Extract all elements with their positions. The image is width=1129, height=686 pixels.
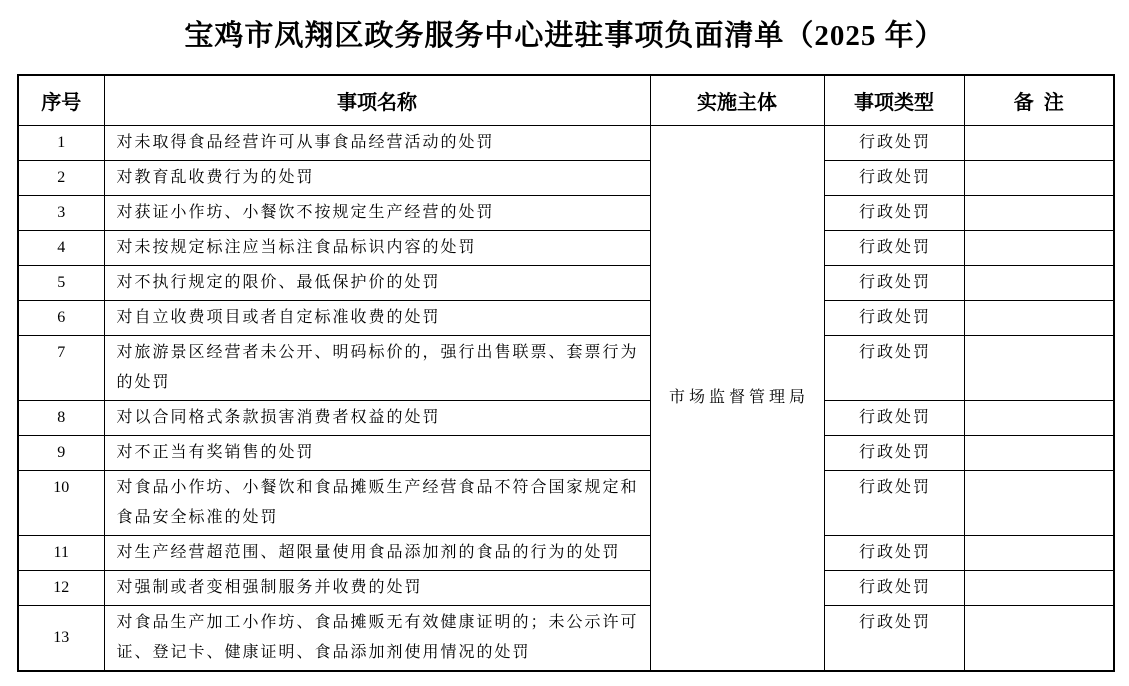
item-type-cell: 行政处罚 (824, 160, 964, 195)
item-name-cell: 对食品生产加工小作坊、食品摊贩无有效健康证明的；未公示许可证、登记卡、健康证明、食品添加剂使用情况的处罚 (104, 605, 650, 671)
serial-number-cell: 13 (18, 605, 104, 671)
remark-cell (964, 195, 1114, 230)
table-row (18, 230, 1114, 265)
remark-cell (964, 570, 1114, 605)
item-type-cell: 行政处罚 (824, 535, 964, 570)
remark-cell (964, 470, 1114, 535)
item-type-cell: 行政处罚 (824, 335, 964, 400)
item-name-cell: 对强制或者变相强制服务并收费的处罚 (104, 570, 650, 605)
serial-number-cell: 8 (18, 400, 104, 435)
item-type-cell: 行政处罚 (824, 195, 964, 230)
item-type-cell: 行政处罚 (824, 570, 964, 605)
table-row (18, 195, 1114, 230)
item-type-cell: 行政处罚 (824, 125, 964, 160)
remark-cell (964, 335, 1114, 400)
remark-cell (964, 160, 1114, 195)
table-row (18, 435, 1114, 470)
remark-cell (964, 265, 1114, 300)
header-implementing-body: 实施主体 (650, 75, 824, 125)
serial-number-cell: 12 (18, 570, 104, 605)
item-type-cell: 行政处罚 (824, 470, 964, 535)
item-name-cell: 对自立收费项目或者自定标准收费的处罚 (104, 300, 650, 335)
table-row (18, 125, 1114, 160)
serial-number-cell: 7 (18, 335, 104, 400)
table-row (18, 605, 1114, 671)
remark-cell (964, 230, 1114, 265)
item-name-cell: 对未取得食品经营许可从事食品经营活动的处罚 (104, 125, 650, 160)
item-type-cell: 行政处罚 (824, 435, 964, 470)
table-row (18, 470, 1114, 535)
serial-number-cell: 1 (18, 125, 104, 160)
item-type-cell: 行政处罚 (824, 300, 964, 335)
table-row (18, 300, 1114, 335)
serial-number-cell: 5 (18, 265, 104, 300)
serial-number-cell: 6 (18, 300, 104, 335)
remark-cell (964, 605, 1114, 671)
remark-cell (964, 300, 1114, 335)
header-item-name: 事项名称 (104, 75, 650, 125)
table-row (18, 335, 1114, 400)
item-name-cell: 对食品小作坊、小餐饮和食品摊贩生产经营食品不符合国家规定和食品安全标准的处罚 (104, 470, 650, 535)
serial-number-cell: 10 (18, 470, 104, 535)
table-row (18, 400, 1114, 435)
item-type-cell: 行政处罚 (824, 605, 964, 671)
item-name-cell: 对生产经营超范围、超限量使用食品添加剂的食品的行为的处罚 (104, 535, 650, 570)
item-type-cell: 行政处罚 (824, 230, 964, 265)
serial-number-cell: 4 (18, 230, 104, 265)
item-type-cell: 行政处罚 (824, 265, 964, 300)
remark-cell (964, 435, 1114, 470)
item-name-cell: 对未按规定标注应当标注食品标识内容的处罚 (104, 230, 650, 265)
remark-cell (964, 125, 1114, 160)
header-serial-number: 序号 (18, 75, 104, 125)
item-name-cell: 对不正当有奖销售的处罚 (104, 435, 650, 470)
item-name-cell: 对不执行规定的限价、最低保护价的处罚 (104, 265, 650, 300)
implementing-body-cell: 市场监督管理局 (650, 125, 824, 671)
header-item-type: 事项类型 (824, 75, 964, 125)
serial-number-cell: 3 (18, 195, 104, 230)
serial-number-cell: 9 (18, 435, 104, 470)
table-row (18, 265, 1114, 300)
serial-number-cell: 11 (18, 535, 104, 570)
item-name-cell: 对以合同格式条款损害消费者权益的处罚 (104, 400, 650, 435)
serial-number-cell: 2 (18, 160, 104, 195)
item-name-cell: 对旅游景区经营者未公开、明码标价的，强行出售联票、套票行为的处罚 (104, 335, 650, 400)
table-row (18, 570, 1114, 605)
remark-cell (964, 400, 1114, 435)
table-row (18, 535, 1114, 570)
item-type-cell: 行政处罚 (824, 400, 964, 435)
remark-cell (964, 535, 1114, 570)
item-name-cell: 对获证小作坊、小餐饮不按规定生产经营的处罚 (104, 195, 650, 230)
table-header-row (18, 75, 1114, 125)
negative-list-table (17, 74, 1115, 672)
page-title: 宝鸡市凤翔区政务服务中心进驻事项负面清单（2025 年） (184, 20, 945, 52)
item-name-cell: 对教育乱收费行为的处罚 (104, 160, 650, 195)
table-row (18, 160, 1114, 195)
header-remark: 备注 (964, 75, 1114, 125)
